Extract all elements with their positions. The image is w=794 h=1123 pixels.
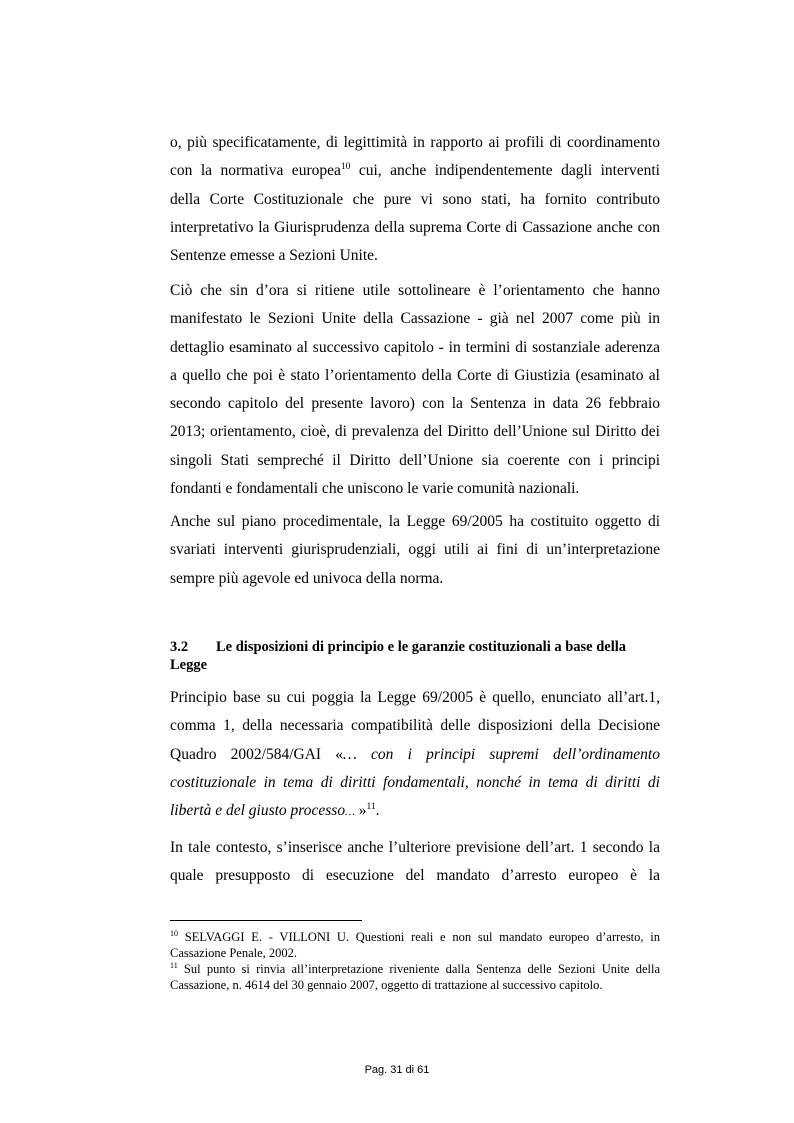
section-title: Le disposizioni di principio e le garanzie costituzionali a base della [216,639,627,655]
footnote-ref-11: 11 [366,802,376,813]
p4-line-2: comma 1, della necessaria compatibilità delle disposizioni della Decisione [170,717,660,735]
footnotes [170,929,660,993]
p4-quote-middle: costituzionale in tema di diritti fondamentali, nonché in tema di diritti di [170,773,660,791]
p4-line-1: Principio base su cui poggia la Legge 69/2005 è quello, enunciato all’art.1, [170,689,660,706]
p3-line-1: Anche sul piano procedimentale, la Legge 69/2005 ha costituito oggetto di [170,513,660,530]
footnote-number-10: 10 [170,928,178,938]
p1-line-1: o, più specificatamente, di legittimità in rapporto ai profili di coordinamento [170,134,660,151]
footnote-ref-10: 10 [340,162,351,173]
p1-line-2-text-b: cui, anche indipendentemente dagli interventi [350,162,660,180]
paragraph-4 [170,684,660,826]
p3-line-2: svariati interventi giurisprudenziali, oggi utili ai fini di un’interpretazione [170,541,660,559]
p4-period: . [375,802,380,820]
page-number: Pag. 31 di 61 [364,1064,430,1076]
p4-line-3 [170,741,660,769]
fn11-text-1: Sul punto si rinvia all’interpretazione riveniente dalla Sentenza delle Sezioni Unite della [177,962,660,976]
p4-line-3-text-a: Quadro 2002/584/GAI « [170,745,344,763]
p4-ellipsis: … [345,806,355,819]
p2-line-4: a quello che poi è stato l’orientamento della Corte di Giustizia (esaminato al [170,366,660,384]
p4-line-5 [170,797,660,826]
p1-line-2-text-a: con la normativa europea [170,162,341,180]
p2-line-8: fondanti e fondamentali che uniscono le varie comunità nazionali. [170,480,580,498]
p1-line-4: interpretativo la Giurisprudenza della suprema Corte di Cassazione anche con [170,218,660,236]
footnote-number-11: 11 [170,960,178,970]
p4-quote-start: … con i principi supremi dell’ordinamento [343,745,660,763]
fn10-line-1 [170,929,660,945]
p5-line-2: quale presupposto di esecuzione del mandato d’arresto europeo è la [170,867,660,885]
paragraph-5 [170,834,660,891]
p4-close-quote: » [354,802,367,820]
fn11-line-2: Cassazione, n. 4614 del 30 gennaio 2007, oggetto di trattazione al successivo capitolo. [170,978,603,992]
fn10-line-2: Cassazione Penale, 2002. [170,946,298,960]
p4-quote-end: libertà e del giusto processo [170,802,346,820]
paragraph-3 [170,508,660,593]
section-heading [170,638,660,674]
p2-line-3: dettaglio esaminato al successivo capitolo - in termini di sostanziale aderenza [170,338,660,356]
p2-line-1: Ciò che sin d’ora si ritiene utile sottolineare è l’orientamento che hanno [170,282,660,299]
section-number: 3.2 [170,639,189,655]
p4-line-4 [170,769,660,797]
fn10-text-1: SELVAGGI E. - VILLONI U. Questioni reali e non sul mandato europeo d’arresto, in [178,930,660,944]
footnote-11 [170,961,660,993]
p2-line-2: manifestato le Sezioni Unite della Cassazione - già nel 2007 come più in [170,310,660,328]
paragraph-1 [170,129,660,270]
section-heading-line-1 [170,638,660,656]
p1-line-5: Sentenze emesse a Sezioni Unite. [170,247,378,265]
paragraph-2 [170,277,660,503]
footnote-10 [170,929,660,961]
p2-line-6: 2013; orientamento, cioè, di prevalenza del Diritto dell’Unione sul Diritto dei [170,423,660,441]
section-heading-line-2: Legge [170,657,208,673]
fn11-line-1 [170,961,660,977]
p2-line-5: secondo capitolo del presente lavoro) con la Sentenza in data 26 febbraio [170,395,660,413]
footnote-separator [170,920,362,921]
p1-line-2 [170,157,660,185]
p3-line-3: sempre più agevole ed univoca della norma. [170,569,444,587]
p5-line-1: In tale contesto, s’inserisce anche l’ulteriore previsione dell’art. 1 secondo la [170,839,660,856]
p2-line-7: singoli Stati sempreché il Diritto dell’Unione sia coerente con i principi [170,451,660,469]
p1-line-3: della Corte Costituzionale che pure vi sono stati, ha fornito contributo [170,190,660,208]
